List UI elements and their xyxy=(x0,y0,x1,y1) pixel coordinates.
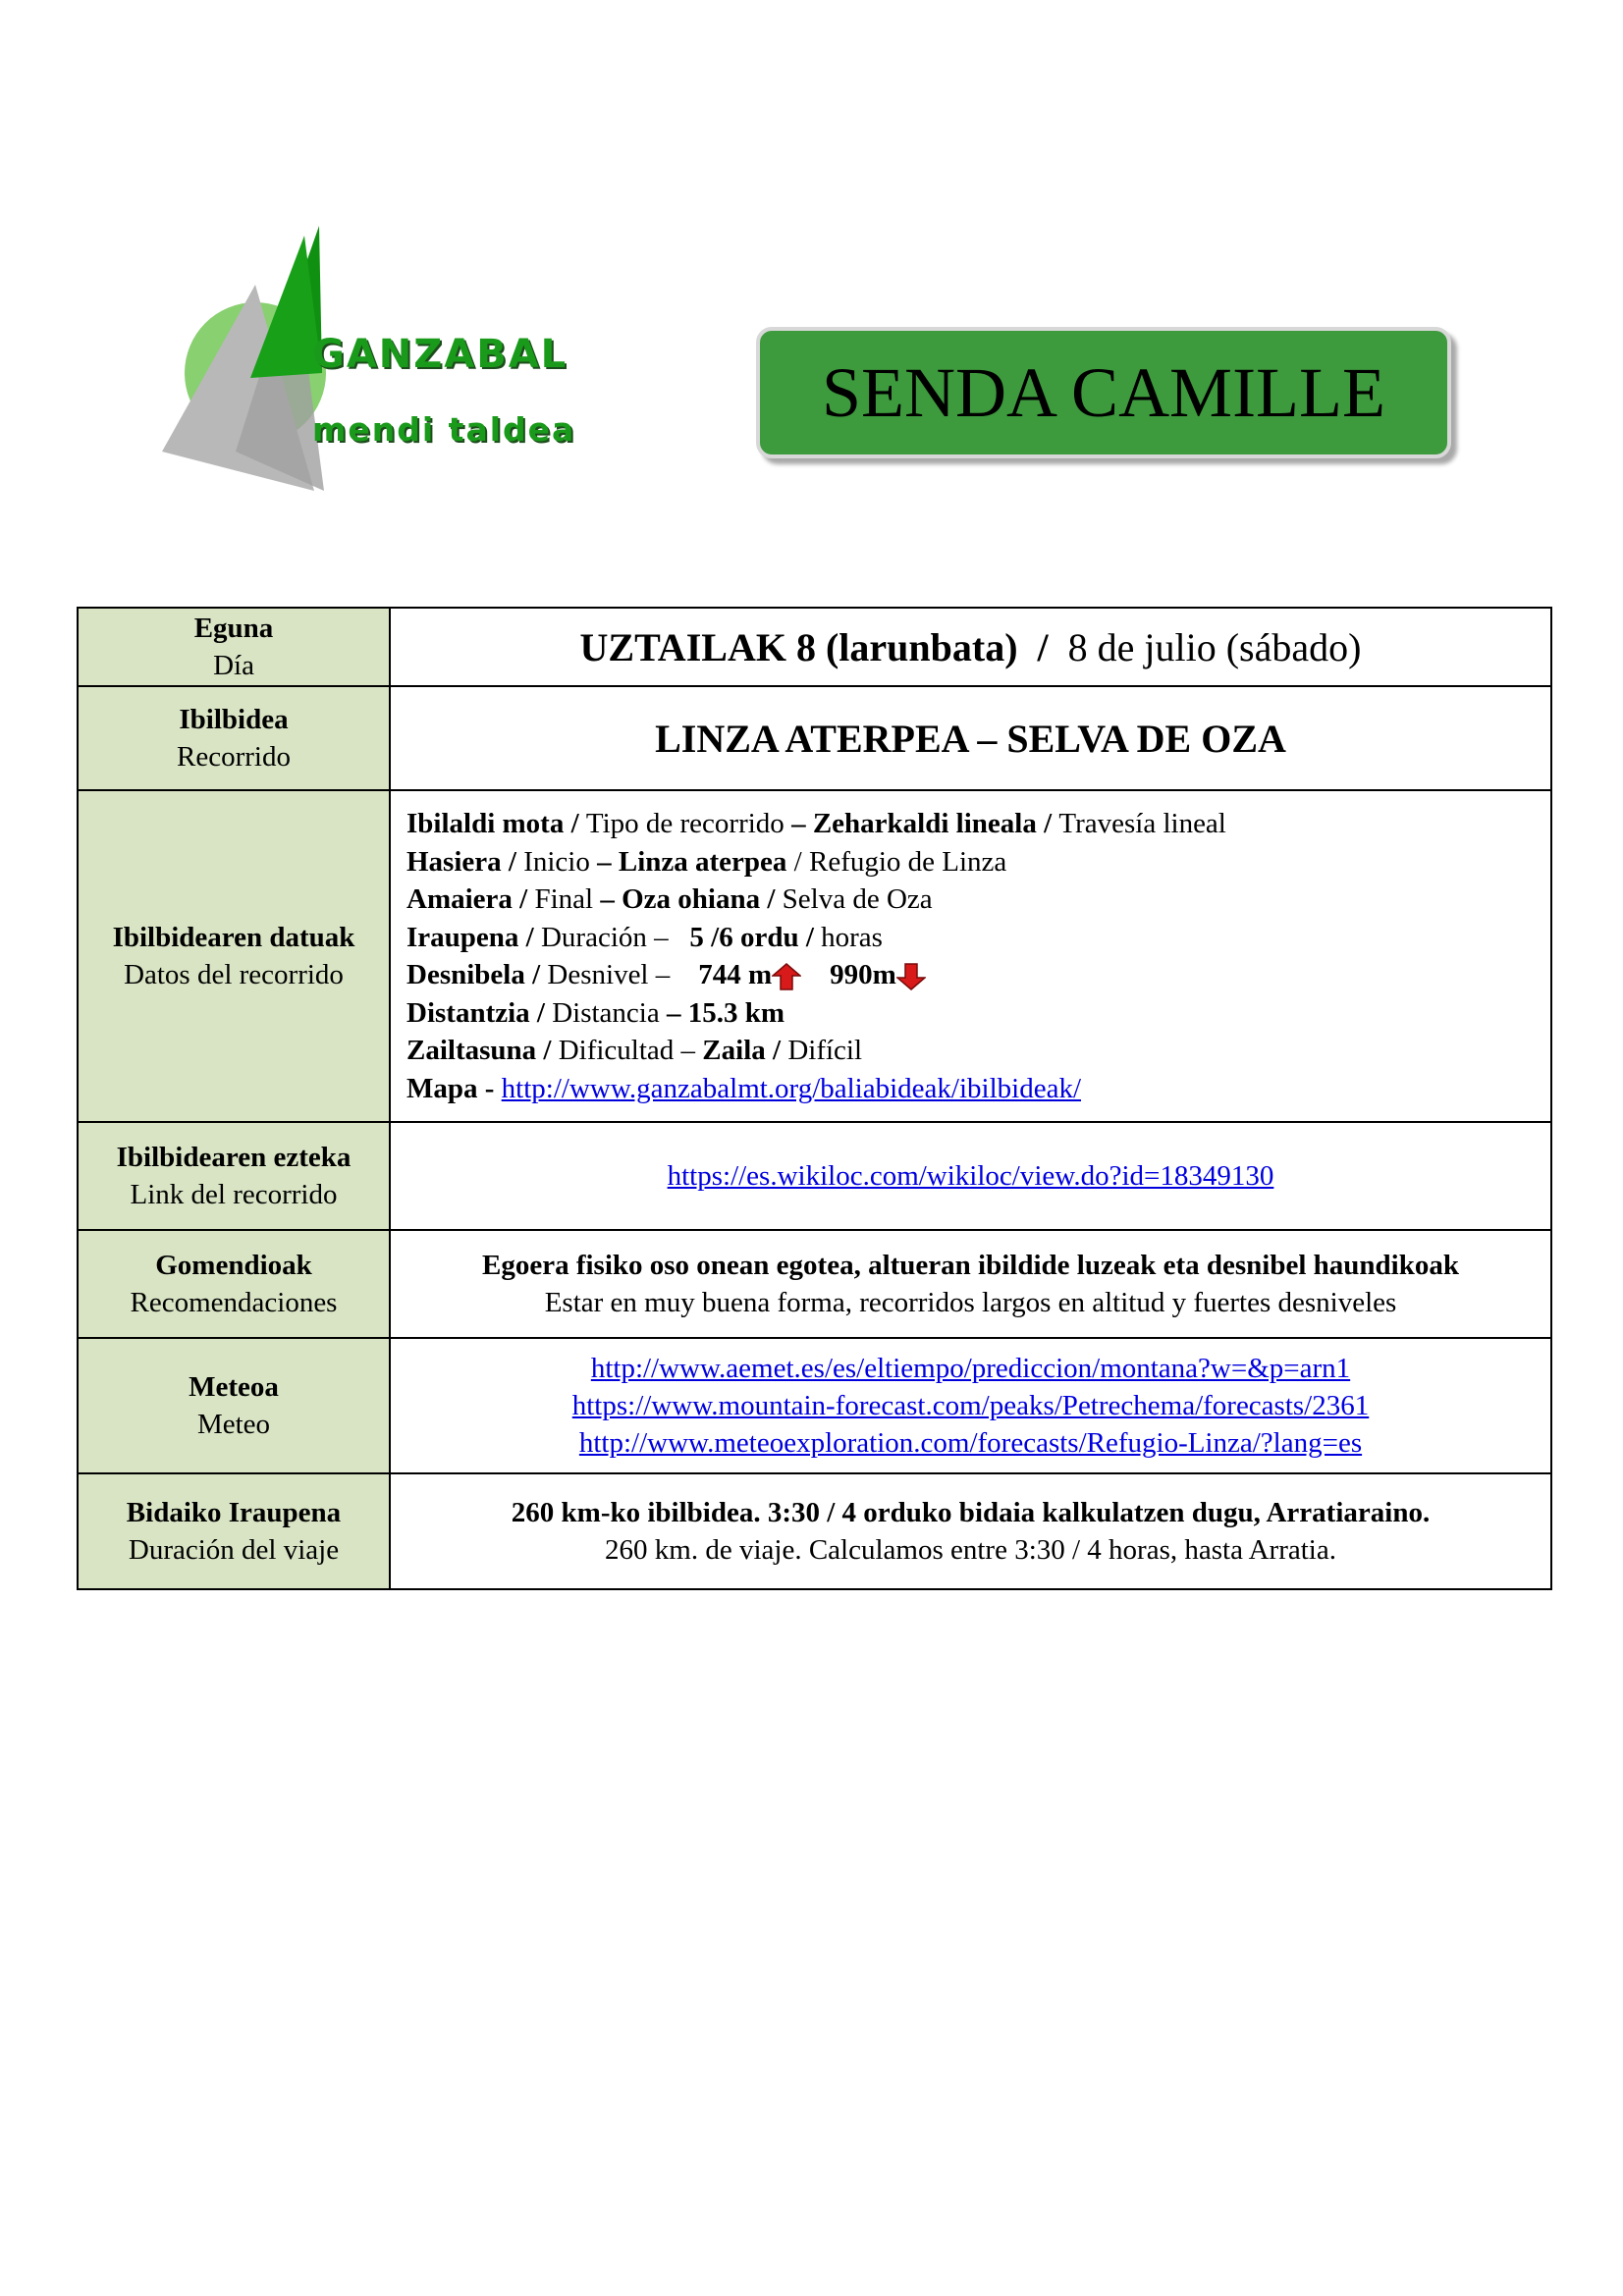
dash: – xyxy=(593,883,622,915)
key-es: Desnivel xyxy=(547,959,649,990)
data-line-mapa xyxy=(406,1070,1535,1108)
arrow-up-icon xyxy=(772,963,801,990)
data-line-iraupena xyxy=(406,919,1535,957)
travel-es: 260 km. de viaje. Calculamos entre 3:30 / 4 horas, hasta Arratia. xyxy=(605,1534,1336,1566)
value-eu: Zaila / xyxy=(702,1035,788,1066)
label-es: Día xyxy=(213,650,254,681)
arrow-down-icon xyxy=(896,963,926,990)
weather-link-aemet[interactable]: http://www.aemet.es/es/eltiempo/prediccion/montana?w=&p=arn1 xyxy=(590,1353,1351,1384)
label-bidaia xyxy=(78,1473,390,1589)
page-title: SENDA CAMILLE xyxy=(822,352,1385,432)
ascent-value: 744 m xyxy=(698,959,773,990)
row-eguna xyxy=(78,608,1551,686)
value-es: Difícil xyxy=(787,1035,863,1066)
info-table xyxy=(77,607,1552,1590)
dash: – xyxy=(646,921,676,953)
label-eu: Ibilbidearen ezteka xyxy=(116,1142,352,1173)
label-meteoa xyxy=(78,1338,390,1473)
value: 15.3 km xyxy=(687,996,785,1029)
travel-eu: 260 km-ko ibilbidea. 3:30 / 4 orduko bidaia kalkulatzen dugu, Arratiaraino. xyxy=(511,1497,1431,1528)
key-eu: Zailtasuna / xyxy=(406,1035,559,1066)
date-eu: UZTAILAK 8 (larunbata) xyxy=(579,624,1018,669)
key-eu: Desnibela / xyxy=(406,959,548,990)
key-eu: Ibilaldi mota / xyxy=(406,808,586,839)
dash: – xyxy=(674,1035,703,1066)
value-es: / Refugio de Linza xyxy=(786,845,1007,878)
key-es: Final xyxy=(534,883,594,915)
label-es: Meteo xyxy=(196,1409,271,1440)
label-eu: Gomendioak xyxy=(155,1250,312,1281)
logo-line2: mendi taldea xyxy=(312,410,576,449)
date-separator: / xyxy=(1037,624,1049,669)
value-ibilbidea xyxy=(390,686,1551,790)
weather-link-meteoexploration[interactable]: http://www.meteoexploration.com/forecasts/Refugio-Linza/?lang=es xyxy=(578,1427,1363,1459)
label-eguna xyxy=(78,608,390,686)
value-datuak xyxy=(390,790,1551,1122)
label-es: Duración del viaje xyxy=(128,1534,340,1566)
value-bidaia xyxy=(390,1473,1551,1589)
value-eu: Oza ohiana / xyxy=(622,883,783,915)
label-eu: Meteoa xyxy=(189,1371,279,1403)
key-es: Duración xyxy=(540,921,647,953)
data-line-mota xyxy=(406,805,1535,843)
data-line-distantzia xyxy=(406,994,1535,1033)
dash: – xyxy=(648,959,677,990)
weather-link-mountain-forecast[interactable]: https://www.mountain-forecast.com/peaks/Petrechema/forecasts/2361 xyxy=(571,1390,1370,1421)
data-line-zailtasuna xyxy=(406,1032,1535,1070)
key: Mapa - xyxy=(406,1072,502,1104)
key-eu: Iraupena / xyxy=(406,921,541,953)
data-line-amaiera xyxy=(406,881,1535,919)
logo-line1: GANZABAL xyxy=(312,332,568,377)
recommendation-eu: Egoera fisiko oso onean egotea, altueran ibildide luzeak eta desnibel haundikoak xyxy=(482,1250,1459,1281)
key-eu: Amaiera / xyxy=(406,883,535,915)
value-eu: Zeharkaldi lineala / xyxy=(812,808,1059,839)
label-datuak xyxy=(78,790,390,1122)
value-eguna xyxy=(390,608,1551,686)
dash: – xyxy=(659,996,688,1029)
dash: – xyxy=(589,845,619,878)
value-eu: Linza aterpea xyxy=(618,845,787,878)
value-meteoa xyxy=(390,1338,1551,1473)
key-eu: Distantzia / xyxy=(406,996,553,1029)
route-name: LINZA ATERPEA – SELVA DE OZA xyxy=(655,716,1286,761)
row-bidaia xyxy=(78,1473,1551,1589)
recommendation-es: Estar en muy buena forma, recorridos largos en altitud y fuertes desniveles xyxy=(544,1287,1397,1318)
label-es: Datos del recorrido xyxy=(124,959,344,990)
value-es: horas xyxy=(821,921,883,953)
value-ezteka xyxy=(390,1122,1551,1230)
row-ibilbidea xyxy=(78,686,1551,790)
key-eu: Hasiera / xyxy=(406,845,524,878)
title-box xyxy=(756,327,1451,458)
value-es: Selva de Oza xyxy=(782,883,933,915)
label-eu: Ibilbidea xyxy=(179,704,289,735)
label-eu: Ibilbidearen datuak xyxy=(112,922,355,953)
label-es: Link del recorrido xyxy=(130,1179,338,1210)
value-gomendioak xyxy=(390,1230,1551,1338)
row-meteoa xyxy=(78,1338,1551,1473)
key-es: Inicio xyxy=(523,845,590,878)
key-es: Dificultad xyxy=(558,1035,675,1066)
label-es: Recomendaciones xyxy=(130,1287,338,1318)
value-eu: 5 /6 ordu / xyxy=(689,921,822,953)
wikiloc-link[interactable]: https://es.wikiloc.com/wikiloc/view.do?id=18349130 xyxy=(667,1159,1274,1192)
label-es: Recorrido xyxy=(177,741,291,773)
label-ibilbidea xyxy=(78,686,390,790)
data-line-desnibela xyxy=(406,956,1535,994)
row-ezteka xyxy=(78,1122,1551,1230)
descent-value: 990m xyxy=(830,959,896,990)
dash: – xyxy=(784,808,813,839)
data-line-hasiera xyxy=(406,843,1535,881)
key-es: Distancia xyxy=(552,996,660,1029)
key-es: Tipo de recorrido xyxy=(585,808,784,839)
label-gomendioak xyxy=(78,1230,390,1338)
row-datuak xyxy=(78,790,1551,1122)
value-es: Travesía lineal xyxy=(1058,808,1226,839)
row-gomendioak xyxy=(78,1230,1551,1338)
label-eu: Eguna xyxy=(193,613,274,644)
date-es: 8 de julio (sábado) xyxy=(1067,624,1362,669)
map-link[interactable]: http://www.ganzabalmt.org/baliabideak/ibilbideak/ xyxy=(501,1072,1081,1104)
label-eu: Bidaiko Iraupena xyxy=(126,1497,342,1528)
label-ezteka xyxy=(78,1122,390,1230)
